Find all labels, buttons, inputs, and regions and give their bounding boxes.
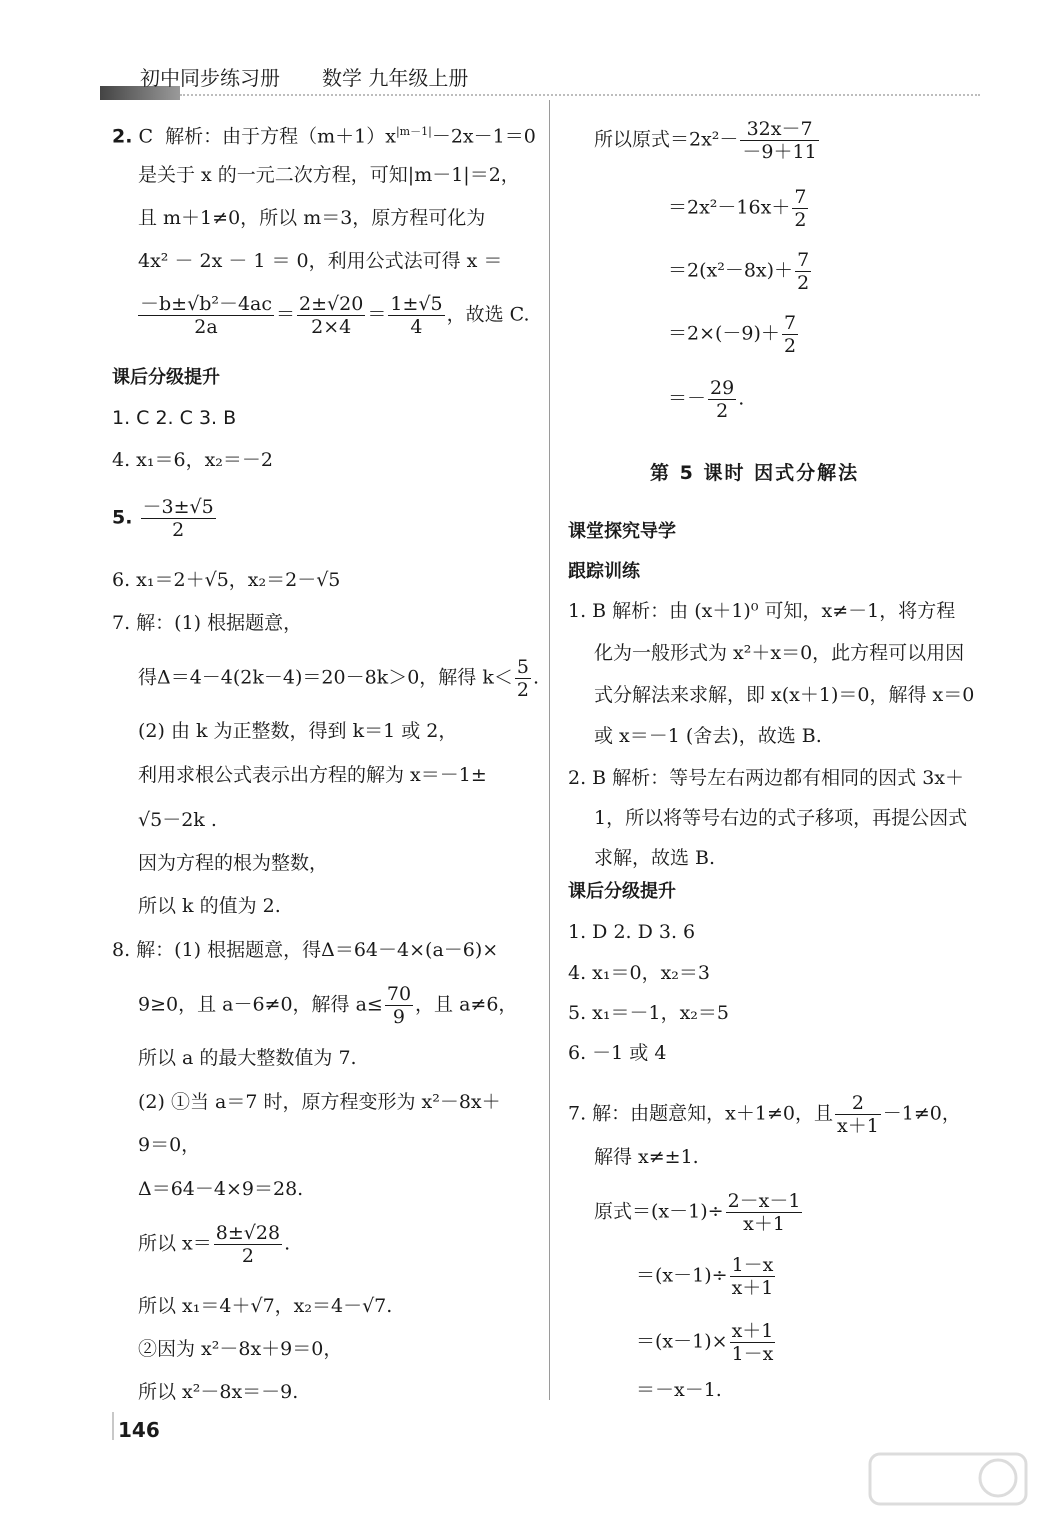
q7-line1: 7. 解：由题意知，x＋1≠0，且 $\frac{2}{x+1}$ －1≠0， — [568, 1092, 961, 1137]
section-heading: 课后分级提升 — [568, 881, 676, 902]
header-dotted-line — [180, 94, 980, 97]
q8-line4: (2) ①当 a＝7 时，原方程变形为 x²－8x＋ — [138, 1091, 501, 1113]
answer-5: 5. $\frac{-3\pm√5}{2}$ — [112, 496, 214, 541]
section-heading: 课后分级提升 — [112, 367, 220, 388]
page-number: 146 — [118, 1418, 160, 1442]
fraction: $\frac{7}{2}$ — [794, 186, 807, 231]
answer-4: 4. x₁＝0，x₂＝3 — [568, 962, 711, 984]
t1-line1: 1. B 解析：由 (x＋1)⁰ 可知，x≠－1，将方程 — [568, 600, 956, 622]
q2-line1: 2. C 解析：由于方程$(m+1)x^{|m-1|}-2x-1=0$ — [112, 125, 536, 148]
r-line2: ＝2x²－16x＋ $\frac{7}{2}$ — [668, 186, 807, 231]
t1-line3: 式分解法来求解，即 x(x＋1)＝0，解得 x＝0 — [594, 684, 975, 706]
answers-1-3: 1. C 2. C 3. B — [112, 407, 237, 429]
q8-line7: 所以 x＝ $\frac{8\pm√28}{2}$ . — [138, 1222, 291, 1267]
answer-6: 6. x₁＝2＋√5，x₂＝2－√5 — [112, 569, 341, 591]
q7-line3: (2) 由 k 为正整数，得到 k＝1 或 2， — [138, 720, 458, 742]
fraction: $\frac{7}{2}$ — [797, 249, 810, 294]
t1-line2: 化为一般形式为 x²＋x＝0，此方程可以用因 — [594, 642, 965, 664]
q7-line3: 原式＝(x－1)÷ $\frac{2-x-1}{x+1}$ — [594, 1190, 801, 1235]
q7-line2: 得Δ＝4－4(2k－4)＝20－8k＞0，解得 k＜ $\frac{5}{2}$ . — [138, 656, 539, 701]
fraction: $\frac{2\pm√20}{2\times 4}$ — [299, 293, 364, 338]
q8-line5: 9＝0， — [138, 1134, 201, 1156]
section-heading: 课堂探究导学 — [568, 521, 676, 542]
fraction: $\frac{2-x-1}{x+1}$ — [727, 1190, 801, 1235]
answer-6: 6. －1 或 4 — [568, 1042, 667, 1064]
q7-line2: 解得 x≠±1. — [594, 1146, 699, 1168]
q7-line6: ＝－x－1. — [636, 1379, 722, 1401]
t1-line4: 或 x＝－1 (舍去)，故选 B. — [594, 725, 822, 747]
answer-4: 4. x₁＝6，x₂＝－2 — [112, 449, 274, 471]
q2-formula-line: $\frac{\text{－b±√b²－4ac}}{2a}$ ＝ $\frac{2\pm√20}{2\times 4}$ ＝ $\frac{1\pm√5}{4}$ ，故选 C. — [140, 293, 530, 338]
answer-5: 5. x₁＝－1，x₂＝5 — [568, 1002, 730, 1024]
lesson-title: 第 5 课时 因式分解法 — [650, 462, 860, 484]
r-line1: 所以原式＝2x²－ $\frac{32x-7}{-9+11}$ — [594, 118, 817, 163]
section-heading: 跟踪训练 — [568, 561, 640, 582]
q8-line9: ②因为 x²－8x＋9＝0， — [138, 1338, 343, 1360]
fraction: $\frac{8\pm√28}{2}$ — [215, 1222, 281, 1267]
q8-line10: 所以 x²－8x＝－9. — [138, 1381, 299, 1403]
q8-line6: Δ＝64－4×9＝28. — [138, 1178, 304, 1200]
fraction: $\frac{-3\pm√5}{2}$ — [142, 496, 214, 541]
watermark-logo — [868, 1450, 1028, 1530]
answers-1-3: 1. D 2. D 3. 6 — [568, 921, 696, 943]
fraction: $\frac{32x-7}{-9+11}$ — [742, 118, 817, 163]
r-line4: ＝2×(－9)＋ $\frac{7}{2}$ — [668, 312, 797, 357]
r-line3: ＝2(x²－8x)＋ $\frac{7}{2}$ — [668, 249, 810, 294]
q8-line8: 所以 x₁＝4＋√7，x₂＝4－√7. — [138, 1295, 393, 1317]
q8-line3: 所以 a 的最大整数值为 7. — [138, 1047, 357, 1069]
q7-line5: √5－2k . — [138, 809, 217, 831]
fraction: $\frac{5}{2}$ — [516, 656, 529, 701]
fraction: $\frac{70}{9}$ — [386, 983, 412, 1028]
q7-line6: 因为方程的根为整数， — [138, 852, 329, 874]
r-line5: ＝－ $\frac{29}{2}$ . — [668, 377, 745, 422]
q7-line1: 7. 解：(1) 根据题意， — [112, 612, 303, 634]
q8-line2: 9≥0，且 a－6≠0，解得 a≤ $\frac{70}{9}$ ，且 a≠6， — [138, 983, 518, 1028]
fraction: $\frac{29}{2}$ — [710, 377, 735, 422]
q2-line4: 4x² － 2x － 1 ＝ 0，利用公式法可得 x ＝ — [138, 250, 503, 272]
q8-line1: 8. 解：(1) 根据题意，得Δ＝64－4×(a－6)× — [112, 939, 499, 961]
q2-line2: 是关于 x 的一元二次方程，可知|m－1|＝2， — [138, 164, 520, 186]
fraction: $\frac{1\pm√5}{4}$ — [390, 293, 443, 338]
q2-line3: 且 m＋1≠0，所以 m＝3，原方程可化为 — [138, 207, 486, 229]
q7-line7: 所以 k 的值为 2. — [138, 895, 281, 917]
fraction: $\frac{1-x}{x+1}$ — [731, 1254, 774, 1299]
fraction: $\frac{2}{x+1}$ — [836, 1092, 879, 1137]
t2-line1: 2. B 解析：等号左右两边都有相同的因式 3x＋ — [568, 767, 965, 789]
column-divider — [549, 100, 550, 1400]
book-title: 初中同步练习册 — [140, 66, 280, 90]
fraction: $\frac{7}{2}$ — [783, 312, 797, 357]
fraction: $\frac{\text{－b±√b²－4ac}}{2a}$ — [140, 293, 273, 338]
q7-line4: ＝(x－1)÷ $\frac{1-x}{x+1}$ — [636, 1254, 774, 1299]
q7-line4: 利用求根公式表示出方程的解为 x＝－1± — [138, 764, 487, 786]
t2-line2: 1，所以将等号右边的式子移项，再提公因式 — [594, 807, 968, 829]
t2-line3: 求解，故选 B. — [594, 847, 716, 869]
subject-title: 数学 九年级上册 — [322, 66, 469, 90]
q7-line5: ＝(x－1)× $\frac{x+1}{1-x}$ — [636, 1320, 774, 1365]
fraction: $\frac{x+1}{1-x}$ — [731, 1320, 774, 1365]
